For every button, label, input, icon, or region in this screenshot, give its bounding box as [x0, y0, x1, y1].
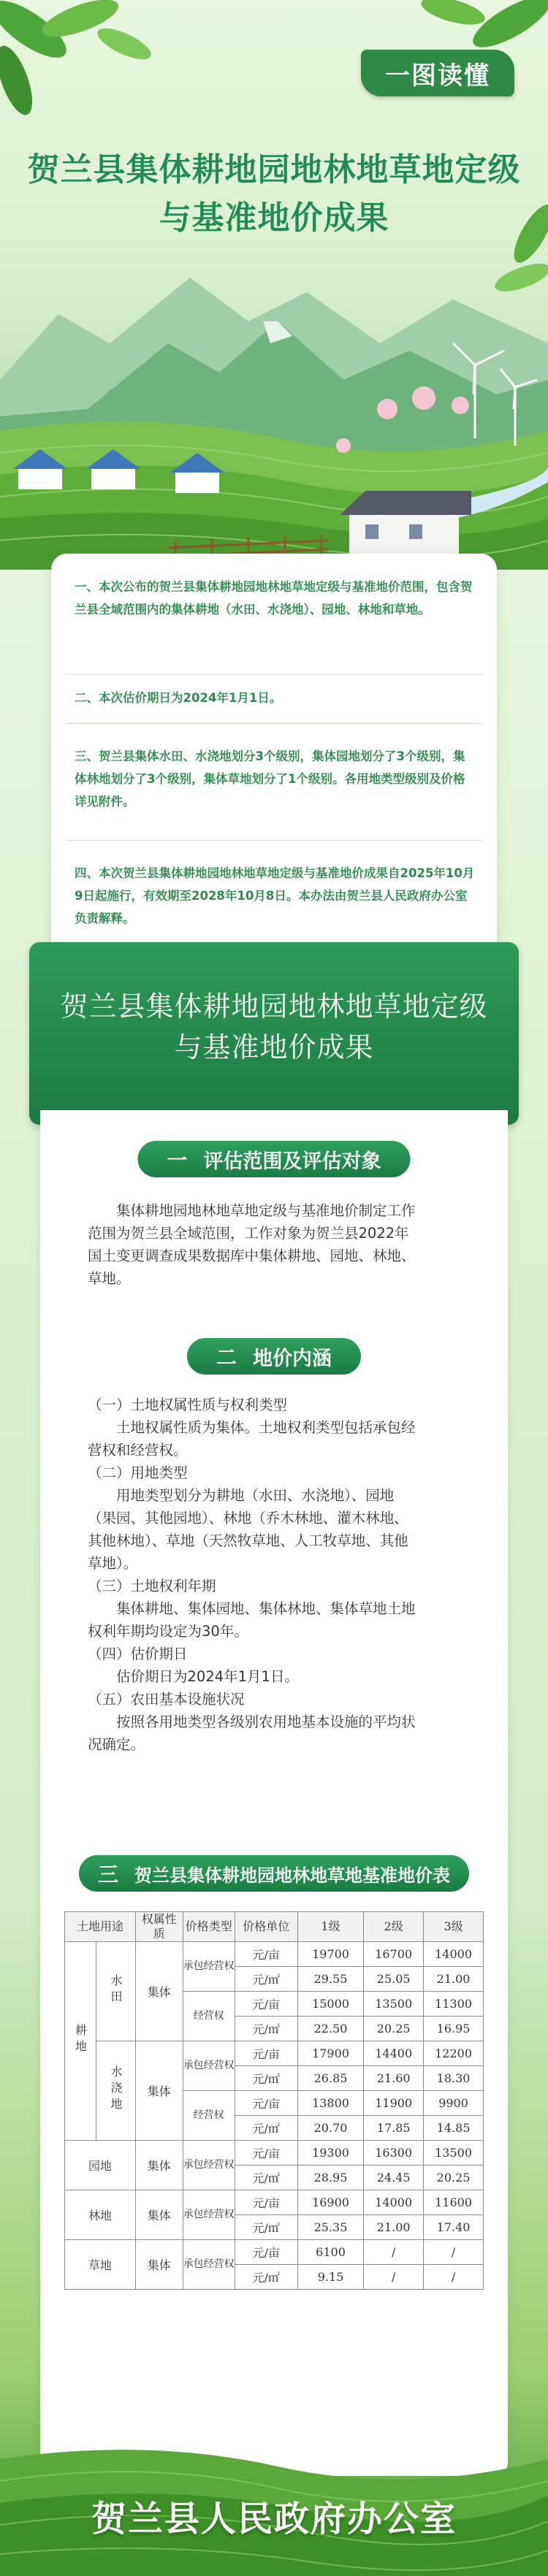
cell-value: 29.55: [297, 1967, 363, 1992]
page-title-line-2: 与基准地价成果: [159, 199, 389, 237]
notice-item-1: 一、本次公布的贺兰县集体耕地园地林地草地定级与基准地价范围，包含贺兰县全域范围内的集体耕地（水田、水浇地）、园地、林地和草地。: [75, 580, 473, 616]
section-number: 二: [216, 1345, 237, 1369]
table-header-row: [65, 1912, 484, 1942]
cell-operation-right: 经营权: [183, 1992, 235, 2041]
cell-unit: 元/亩: [235, 1992, 297, 2017]
header-grade-3: 3级: [424, 1912, 484, 1942]
cell-farmland: [65, 1942, 96, 2141]
hero-illustration: [0, 0, 548, 570]
cell-value: 21.00: [424, 1967, 484, 1992]
text-line: 草地）。: [88, 1555, 138, 1572]
cell-unit: 元/亩: [235, 2141, 297, 2166]
banner-title: [29, 986, 519, 1068]
cell-orchard: 园地: [65, 2141, 136, 2190]
cell-value: 11600: [424, 2190, 484, 2215]
cell-value: /: [364, 2240, 424, 2265]
cell-irrigated: [96, 2041, 136, 2141]
cell-forest: 林地: [65, 2190, 136, 2240]
cell-value: 26.85: [297, 2066, 363, 2091]
cell-grassland: 草地: [65, 2240, 136, 2290]
table-row: [65, 1942, 484, 1967]
text-line: （三）土地权利年期: [88, 1578, 216, 1594]
cell-unit: 元/亩: [235, 2041, 297, 2066]
cell-value: 18.30: [424, 2066, 484, 2091]
cell-unit: 元/亩: [235, 2190, 297, 2215]
text-line: 集体耕地、集体园地、集体林地、集体草地土地: [88, 1600, 416, 1617]
section-ribbon: [187, 1338, 361, 1375]
cell-value: 13500: [424, 2141, 484, 2166]
section-header-connotation: [40, 1338, 508, 1375]
cell-value: 15000: [297, 1992, 363, 2017]
cell-unit: 元/亩: [235, 1942, 297, 1967]
banner-title-line-2: 与基准地价成果: [174, 1031, 374, 1063]
cell-value: 13800: [297, 2091, 363, 2116]
text-line: 估价期日为2024年1月1日。: [88, 1668, 299, 1685]
header-grade-2: 2级: [364, 1912, 424, 1942]
text-line: 营权和经营权。: [88, 1442, 188, 1459]
cell-value: 21.00: [364, 2215, 424, 2240]
section-title: 评估范围及评估对象: [203, 1150, 381, 1173]
section-ribbon: [79, 1855, 469, 1892]
cell-value: 9900: [424, 2091, 484, 2116]
table-row: [65, 2141, 484, 2166]
text-line: （一）土地权属性质与权利类型: [88, 1396, 288, 1413]
header-price-type: 价格类型: [183, 1912, 235, 1942]
cell-unit: 元/亩: [235, 2240, 297, 2265]
cell-value: /: [364, 2265, 424, 2290]
cell-value: 17.40: [424, 2215, 484, 2240]
notice-item-4: 四、本次贺兰县集体耕地园地林地草地定级与基准地价成果自2025年10月9日起施行，有效期至2028年10月8日。本办法由贺兰县人民政府办公室负责解释。: [75, 866, 475, 925]
cell-value: 28.95: [297, 2166, 363, 2190]
cell-unit: 元/㎡: [235, 2116, 297, 2141]
section-ribbon: [137, 1141, 410, 1177]
cell-value: 19700: [297, 1942, 363, 1967]
section-title: 贺兰县集体耕地园地林地草地基准地价表: [134, 1865, 451, 1886]
cell-value: 16900: [297, 2190, 363, 2215]
text-line: 集体耕地园地林地草地定级与基准地价制定工作: [88, 1202, 416, 1219]
text-line: 按照各用地类型各级别农用地基本设施的平均状: [88, 1713, 416, 1730]
notice-card: [51, 554, 497, 963]
cell-unit: 元/㎡: [235, 2017, 297, 2041]
text-line: 用地类型划分为耕地（水田、水浇地）、园地: [88, 1487, 395, 1504]
cell-value: 17900: [297, 2041, 363, 2066]
cell-value: 9.15: [297, 2265, 363, 2290]
price-table: [64, 1911, 484, 2290]
farmhouse-icon: [340, 491, 471, 555]
text-line: （五）农田基本设施状况: [88, 1691, 245, 1708]
cell-value: /: [424, 2240, 484, 2265]
content-card: [40, 1110, 508, 2476]
text-line: 况确定。: [88, 1736, 145, 1753]
cell-value: 16700: [364, 1942, 424, 1967]
cell-text: 水浇地: [109, 2065, 123, 2114]
text-line: 范围为贺兰县全域范围，工作对象为贺兰县2022年: [88, 1225, 409, 1242]
cell-value: 24.45: [364, 2166, 424, 2190]
cell-collective: 集体: [135, 2141, 183, 2190]
cell-text: 耕地: [73, 2023, 88, 2056]
banner-title-line-1: 贺兰县集体耕地园地林地草地定级: [60, 990, 488, 1023]
cell-collective: 集体: [135, 2041, 183, 2141]
cell-value: 11900: [364, 2091, 424, 2116]
cell-contract-right: 承包经营权: [183, 2141, 235, 2190]
section-header-price-table: [40, 1855, 508, 1892]
page-title: [0, 146, 548, 242]
notice-item-2: 二、本次估价期日为2024年1月1日。: [75, 691, 282, 705]
table-row: [65, 2041, 484, 2066]
footer-issuer: 贺兰县人民政府办公室: [91, 2499, 457, 2539]
cell-contract-right: 承包经营权: [183, 1942, 235, 1992]
notice-divider: [66, 674, 482, 675]
text-line: （二）用地类型: [88, 1464, 188, 1481]
cell-unit: 元/㎡: [235, 1967, 297, 1992]
notice-item-3: 三、贺兰县集体水田、水浇地划分3个级别，集体园地划分了3个级别，集体林地划分了3个级别，集体草地划分了1个级别。各用地类型级别及价格详见附件。: [75, 749, 465, 809]
text-line: 其他林地）、草地（天然牧草地、人工牧草地、其他: [88, 1532, 408, 1549]
cell-value: 20.25: [424, 2166, 484, 2190]
cell-unit: 元/㎡: [235, 2265, 297, 2290]
cell-paddy: [96, 1942, 136, 2041]
cell-value: 6100: [297, 2240, 363, 2265]
cell-collective: 集体: [135, 2240, 183, 2290]
cell-collective: 集体: [135, 1942, 183, 2041]
cell-value: 22.50: [297, 2017, 363, 2041]
text-line: 国土变更调查成果数据库中集体耕地、园地、林地、: [88, 1247, 416, 1264]
cell-value: 17.85: [364, 2116, 424, 2141]
cell-value: 14000: [364, 2190, 424, 2215]
connotation-paragraph: [88, 1394, 468, 1756]
scope-paragraph: [88, 1199, 468, 1290]
notice-divider: [66, 723, 482, 724]
cell-value: 20.70: [297, 2116, 363, 2141]
cell-contract-right: 承包经营权: [183, 2240, 235, 2290]
cell-unit: 元/㎡: [235, 2166, 297, 2190]
table-row: [65, 2240, 484, 2265]
text-line: 草地。: [88, 1270, 131, 1287]
cell-contract-right: 承包经营权: [183, 2041, 235, 2091]
cell-text: 水田: [109, 1973, 123, 2006]
section-header-scope: [40, 1141, 508, 1177]
cell-value: /: [424, 2265, 484, 2290]
cell-value: 11300: [424, 1992, 484, 2017]
leaf-icon: [0, 0, 155, 119]
cell-value: 14000: [424, 1942, 484, 1967]
cell-value: 12200: [424, 2041, 484, 2066]
page-title-line-1: 贺兰县集体耕地园地林地草地定级: [27, 151, 521, 188]
cell-value: 25.35: [297, 2215, 363, 2240]
header-price-unit: 价格单位: [235, 1912, 297, 1942]
text-line: 权利年期均设定为30年。: [88, 1623, 248, 1640]
badge-one-picture: 一图读懂: [361, 50, 514, 96]
header-land-use: 土地用途: [65, 1912, 136, 1942]
cell-value: 14.85: [424, 2116, 484, 2141]
section-number: 三: [97, 1862, 119, 1887]
cell-value: 19300: [297, 2141, 363, 2166]
cell-unit: 元/㎡: [235, 2066, 297, 2091]
cell-operation-right: 经营权: [183, 2091, 235, 2141]
cell-value: 13500: [364, 1992, 424, 2017]
cell-contract-right: 承包经营权: [183, 2190, 235, 2240]
cell-unit: 元/㎡: [235, 2215, 297, 2240]
notice-divider: [66, 840, 482, 841]
text-line: （四）估价期日: [88, 1646, 188, 1662]
section-number: 一: [167, 1148, 188, 1172]
section-banner: [29, 942, 519, 1125]
cell-unit: 元/亩: [235, 2091, 297, 2116]
text-line: （果园、其他园地）、林地（乔木林地、灌木林地、: [88, 1510, 408, 1526]
cell-value: 14400: [364, 2041, 424, 2066]
cell-value: 20.25: [364, 2017, 424, 2041]
table-row: [65, 2190, 484, 2215]
section-title: 地价内涵: [253, 1347, 332, 1370]
cell-collective: 集体: [135, 2190, 183, 2240]
header-ownership: 权属性质: [135, 1912, 183, 1942]
cell-value: 21.60: [364, 2066, 424, 2091]
cell-value: 16.95: [424, 2017, 484, 2041]
price-table-wrapper: [64, 1911, 484, 2290]
text-line: 土地权属性质为集体。土地权利类型包括承包经: [88, 1419, 416, 1436]
cell-value: 25.05: [364, 1967, 424, 1992]
header-grade-1: 1级: [297, 1912, 363, 1942]
cell-value: 16300: [364, 2141, 424, 2166]
